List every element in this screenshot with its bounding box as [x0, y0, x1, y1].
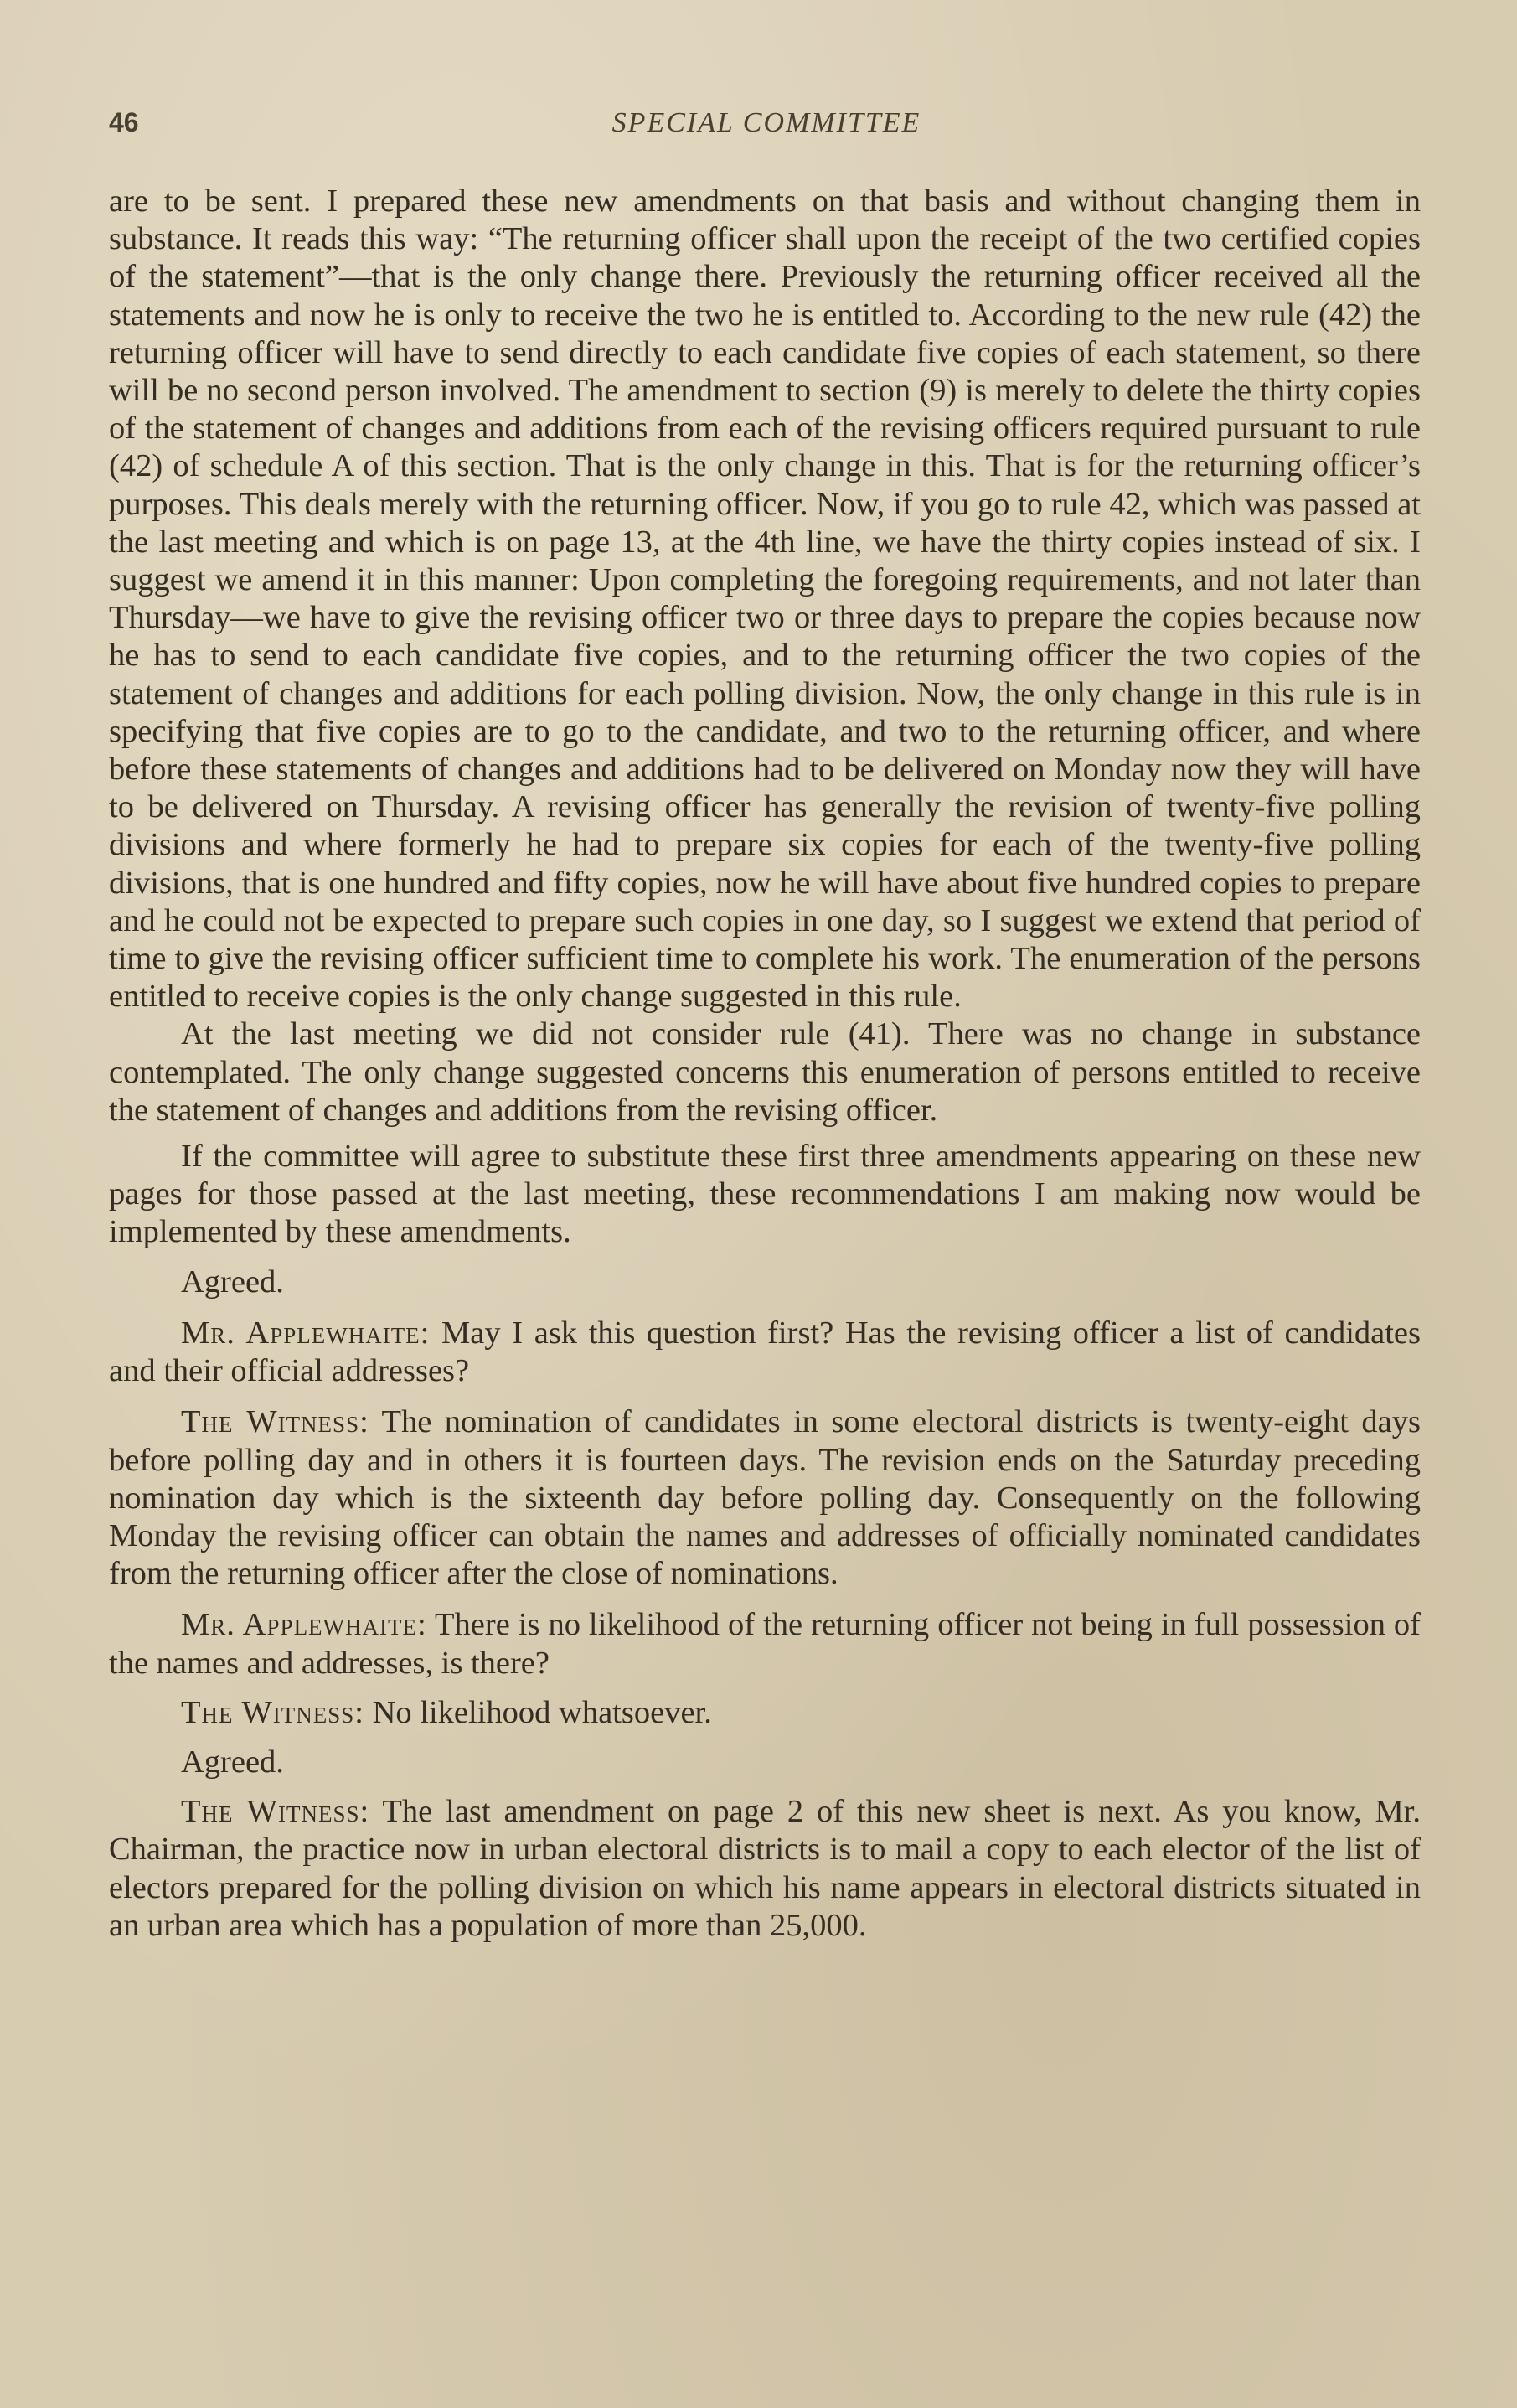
body-text: [109, 183, 1421, 1945]
paragraph: Agreed.: [181, 1263, 284, 1300]
paragraph: [109, 1793, 1421, 1945]
paragraph: [109, 1403, 1421, 1593]
speaker-name: Mr. Applewhaite:: [181, 1607, 427, 1643]
speaker-name: Mr. Applewhaite:: [181, 1315, 431, 1351]
paragraph: Agreed.: [181, 1744, 284, 1780]
speech-text: The nomination of candidates in some electoral districts is twenty-eight days before polling day and in others it is fourteen days. The revision ends on the Saturday preceding nomination day which is the sixteenth day before polling day. Consequently on the following Monday the revising officer can obtain the names and addresses of officially nominated candidates from the returning officer after the close of nominations.: [109, 1404, 1421, 1592]
speech-text: No likelihood whatsoever.: [364, 1694, 712, 1730]
speaker-name: The Witness:: [181, 1694, 364, 1730]
paragraph: are to be sent. I prepared these new amendments on that basis and without changing them in substance. It reads this way: “The returning officer shall upon the receipt of the two certified copies of the statement”—that is the only change there. Previously the returning officer received all the statements and now he is only to receive the two he is entitled to. According to the new rule (42) the returning officer will have to send directly to each candidate five copies of each statement, so there will be no second person involved. The amendment to section (9) is merely to delete the thirty copies of the statement of changes and additions from each of the revising officers required pursuant to rule (42) of schedule A of this section. That is the only change in this. That is for the returning officer’s purposes. This deals merely with the returning officer. Now, if you go to rule 42, which was passed at the last meeting and which is on page 13, at the 4th line, we have the thirty copies instead of six. I suggest we amend it in this manner: Upon completing the foregoing requirements, and not later than Thursday—we have to give the revising officer two or three days to prepare the copies because now he has to send to each candidate five copies, and to the returning officer the two copies of the statement of changes and additions for each polling division. Now, the only change in this rule is in specifying that five copies are to go to the candidate, and two to the returning officer, and where before these statements of changes and additions had to be delivered on Monday now they will have to be delivered on Thursday. A revising officer has generally the revision of twenty-five polling divisions and where formerly he had to prepare six copies for each of the twenty-five polling divisions, that is one hundred and fifty copies, now he will have about five hundred copies to prepare and he could not be expected to prepare such copies in one day, so I suggest we extend that period of time to give the revising officer sufficient time to complete his work. The enumeration of the persons entitled to receive copies is the only change suggested in this rule.: [109, 183, 1421, 1015]
page-number: 46: [109, 107, 139, 137]
paragraph: [109, 1606, 1421, 1682]
running-head: SPECIAL COMMITTEE: [611, 107, 921, 138]
speech-text: The last amendment on page 2 of this new sheet is next. As you know, Mr. Chairman, the practice now in urban electoral districts is to mail a copy to each elector of the list of electors prepared for the polling division on which his name appears in electoral districts situated in an urban area which has a population of more than 25,000.: [109, 1794, 1421, 1943]
paragraph: [109, 1315, 1421, 1390]
speech-text: There is no likelihood of the returning officer not being in full possession of the names and addresses, is there?: [109, 1607, 1422, 1681]
page-header: [109, 107, 1424, 144]
paragraph: [109, 1694, 1421, 1732]
speaker-name: The Witness:: [181, 1404, 369, 1440]
speech-text: May I ask this question first? Has the revising officer a list of candidates and their official addresses?: [109, 1315, 1421, 1389]
paragraph: At the last meeting we did not consider rule (41). There was no change in substance contemplated. The only change suggested concerns this enumeration of persons entitled to receive the statement of changes and additions from the revising officer.: [109, 1016, 1421, 1128]
paragraph: If the committee will agree to substitute these first three amendments appearing on these new pages for those passed at the last meeting, these recommendations I am making now would be implemented by these amendments.: [109, 1139, 1421, 1250]
speaker-name: The Witness:: [181, 1794, 370, 1830]
